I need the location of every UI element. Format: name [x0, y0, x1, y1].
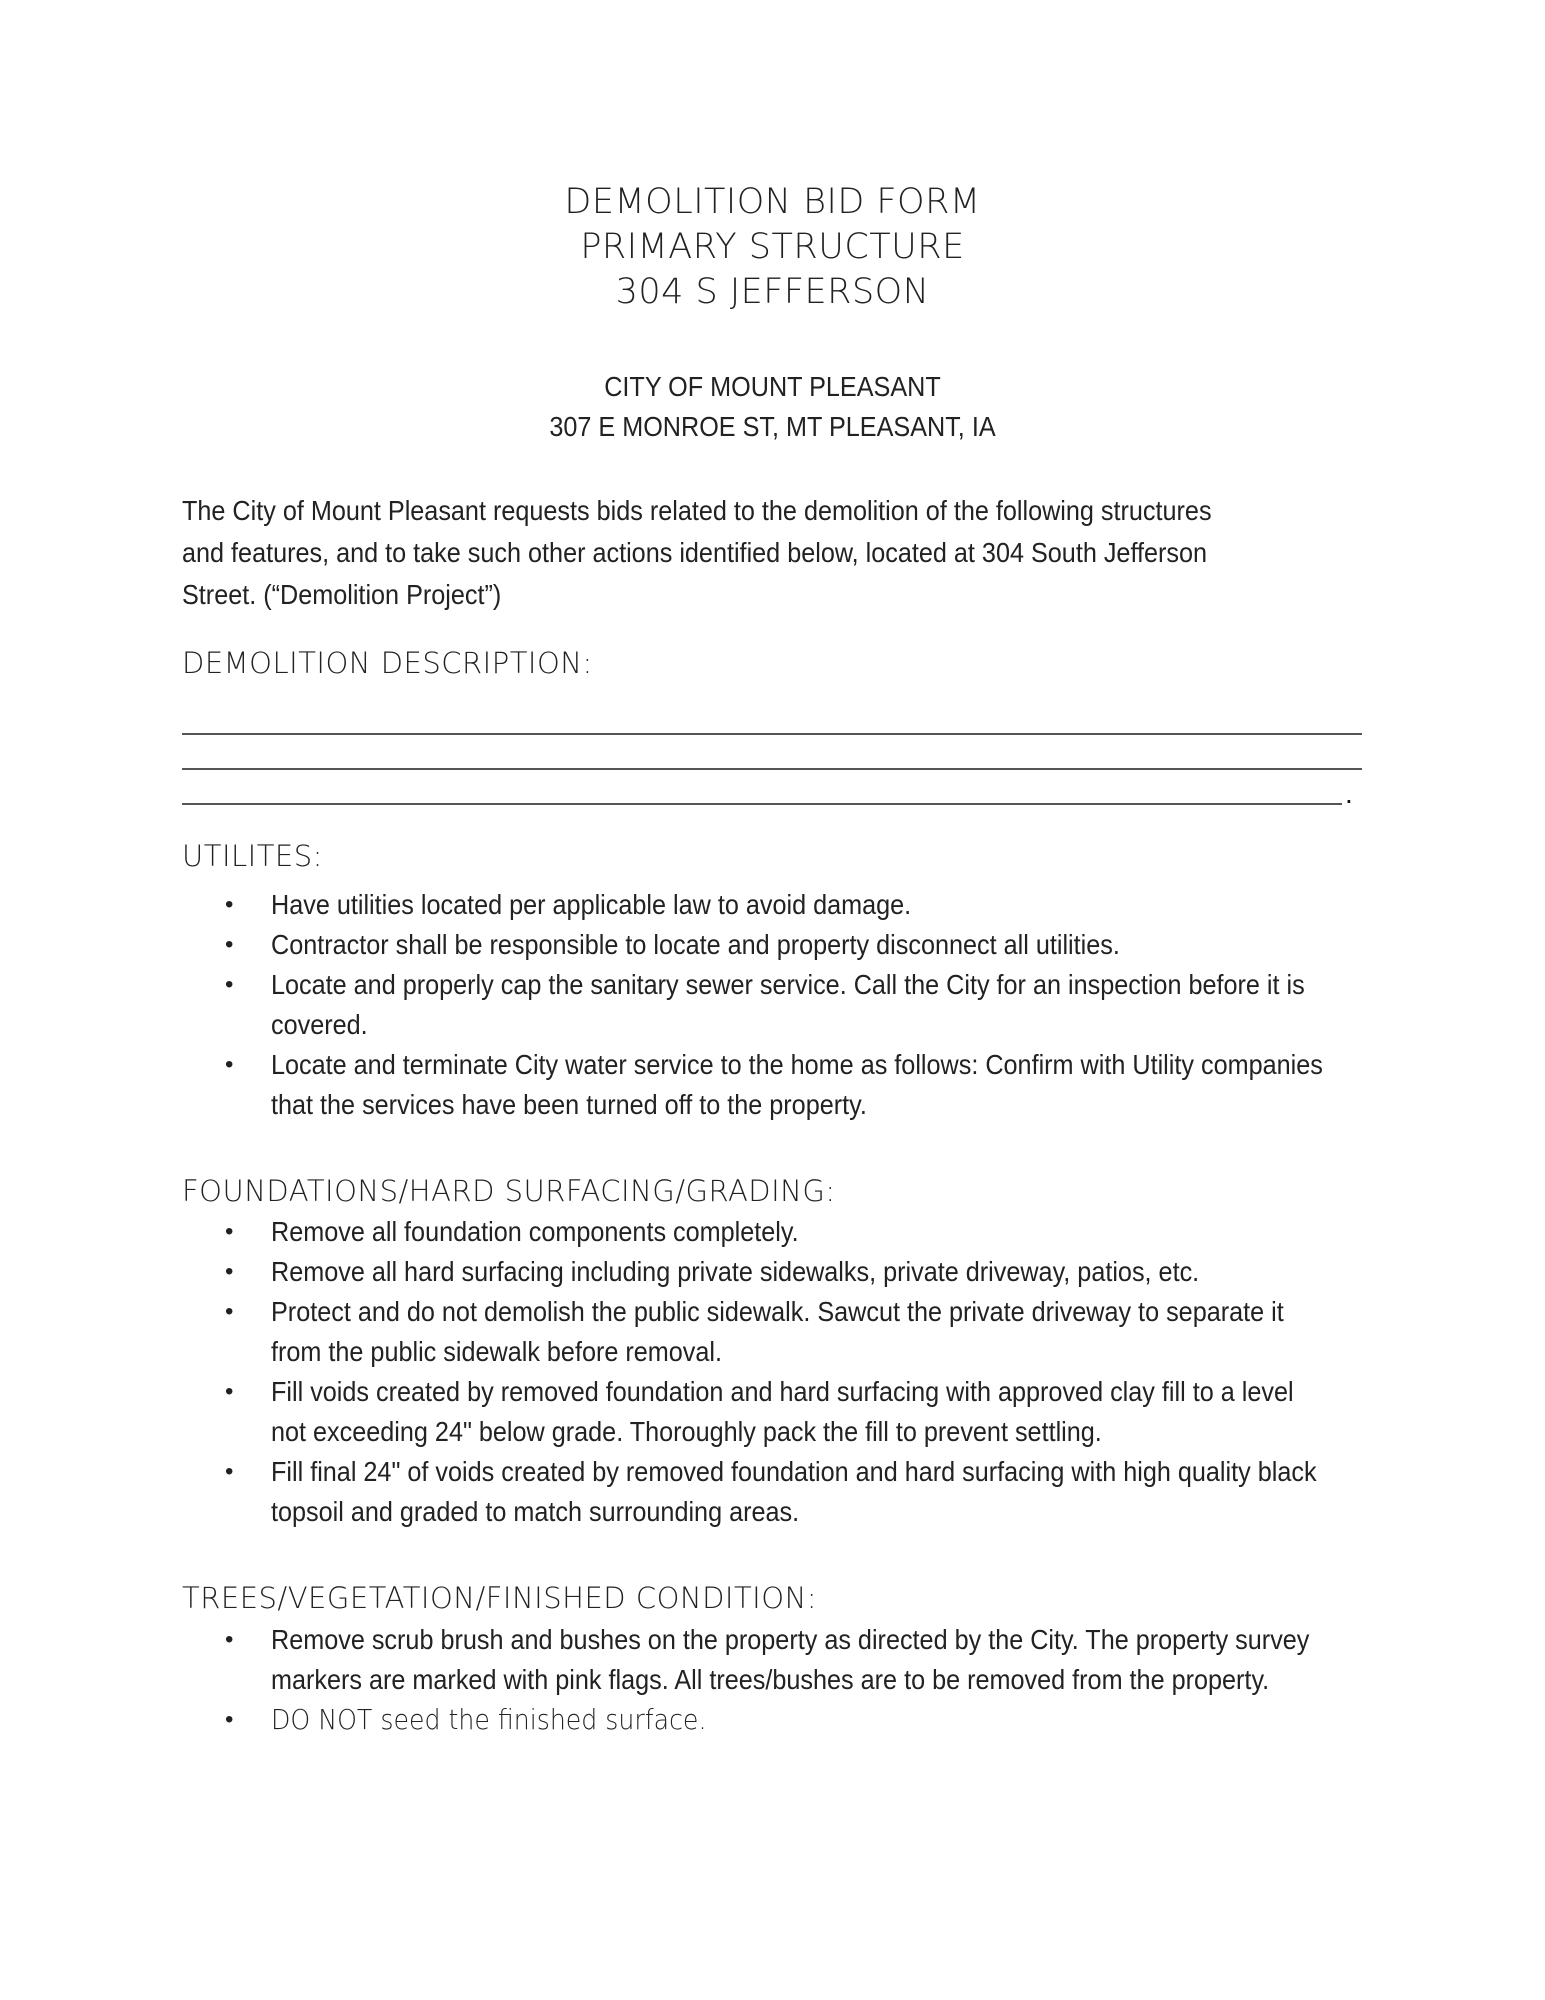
list-item: • Protect and do not demolish the public sidewalk. Sawcut the private driveway to separate it from the public sidewalk before removal.	[225, 1292, 1375, 1372]
bullet-icon: •	[225, 1218, 234, 1245]
bullet-icon: •	[225, 1051, 234, 1078]
demolition-description-blank-lines	[182, 700, 1362, 809]
intro-line-1: The City of Mount Pleasant requests bids related to the demolition of the following structures	[182, 495, 1212, 526]
list-item: • Locate and properly cap the sanitary sewer service. Call the City for an inspection before it is covered.	[225, 965, 1375, 1045]
list-item: • Remove all hard surfacing including private sidewalks, private driveway, patios, etc.	[225, 1252, 1375, 1292]
demolition-description-heading: DEMOLITION DESCRIPTION:	[182, 646, 593, 680]
bullet-icon: •	[225, 1378, 234, 1405]
organization-address: 307 E MONROE ST, MT PLEASANT, IA	[549, 411, 996, 442]
bullet-icon: •	[225, 891, 234, 918]
list-item: • DO NOT seed the finished surface.	[225, 1700, 1375, 1740]
blank-line	[182, 735, 1362, 770]
bullet-icon: •	[225, 1458, 234, 1485]
title-line-3: 304 S JEFFERSON	[615, 272, 930, 312]
list-item: • Contractor shall be responsible to locate and property disconnect all utilities.	[225, 925, 1375, 965]
utilities-list	[225, 885, 1375, 1125]
title-line-2: PRIMARY STRUCTURE	[580, 227, 965, 267]
title-line-1: DEMOLITION BID FORM	[564, 182, 981, 222]
list-item: • Locate and terminate City water service to the home as follows: Confirm with Utility companies that the services have been turned off to the property.	[225, 1045, 1375, 1125]
intro-line-2: and features, and to take such other actions identified below, located at 304 South Jefferson	[182, 537, 1208, 568]
foundations-list	[225, 1212, 1375, 1532]
blank-line	[182, 700, 1362, 735]
bullet-icon: •	[225, 1258, 234, 1285]
list-item: • Remove scrub brush and bushes on the property as directed by the City. The property survey markers are marked with pink flags. All trees/bushes are to be removed from the property.	[225, 1620, 1375, 1700]
organization-block	[77, 367, 1468, 447]
list-item: • Have utilities located per applicable law to avoid damage.	[225, 885, 1375, 925]
intro-line-3: Street. (“Demolition Project”)	[182, 579, 502, 610]
organization-name: CITY OF MOUNT PLEASANT	[604, 371, 941, 402]
blank-line	[182, 770, 1353, 809]
trees-heading: TREES/VEGETATION/FINISHED CONDITION:	[182, 1581, 818, 1615]
intro-paragraph	[182, 490, 1422, 616]
list-item: • Fill final 24" of voids created by removed foundation and hard surfacing with high quality black topsoil and graded to match surrounding areas.	[225, 1452, 1375, 1532]
list-item: • Fill voids created by removed foundation and hard surfacing with approved clay fill to a level not exceeding 24" below grade. Thoroughly pack the fill to prevent settling.	[225, 1372, 1375, 1452]
bullet-icon: •	[225, 931, 234, 958]
bullet-icon: •	[225, 971, 234, 998]
document-title	[0, 180, 1545, 315]
bullet-icon: •	[225, 1298, 234, 1325]
trees-list	[225, 1620, 1375, 1740]
foundations-heading: FOUNDATIONS/HARD SURFACING/GRADING:	[182, 1174, 836, 1208]
bullet-icon: •	[225, 1626, 234, 1653]
list-item: • Remove all foundation components completely.	[225, 1212, 1375, 1252]
utilities-heading: UTILITES:	[182, 839, 323, 873]
blank-line-end-mark: .	[1345, 778, 1353, 809]
bullet-icon: •	[225, 1706, 234, 1733]
